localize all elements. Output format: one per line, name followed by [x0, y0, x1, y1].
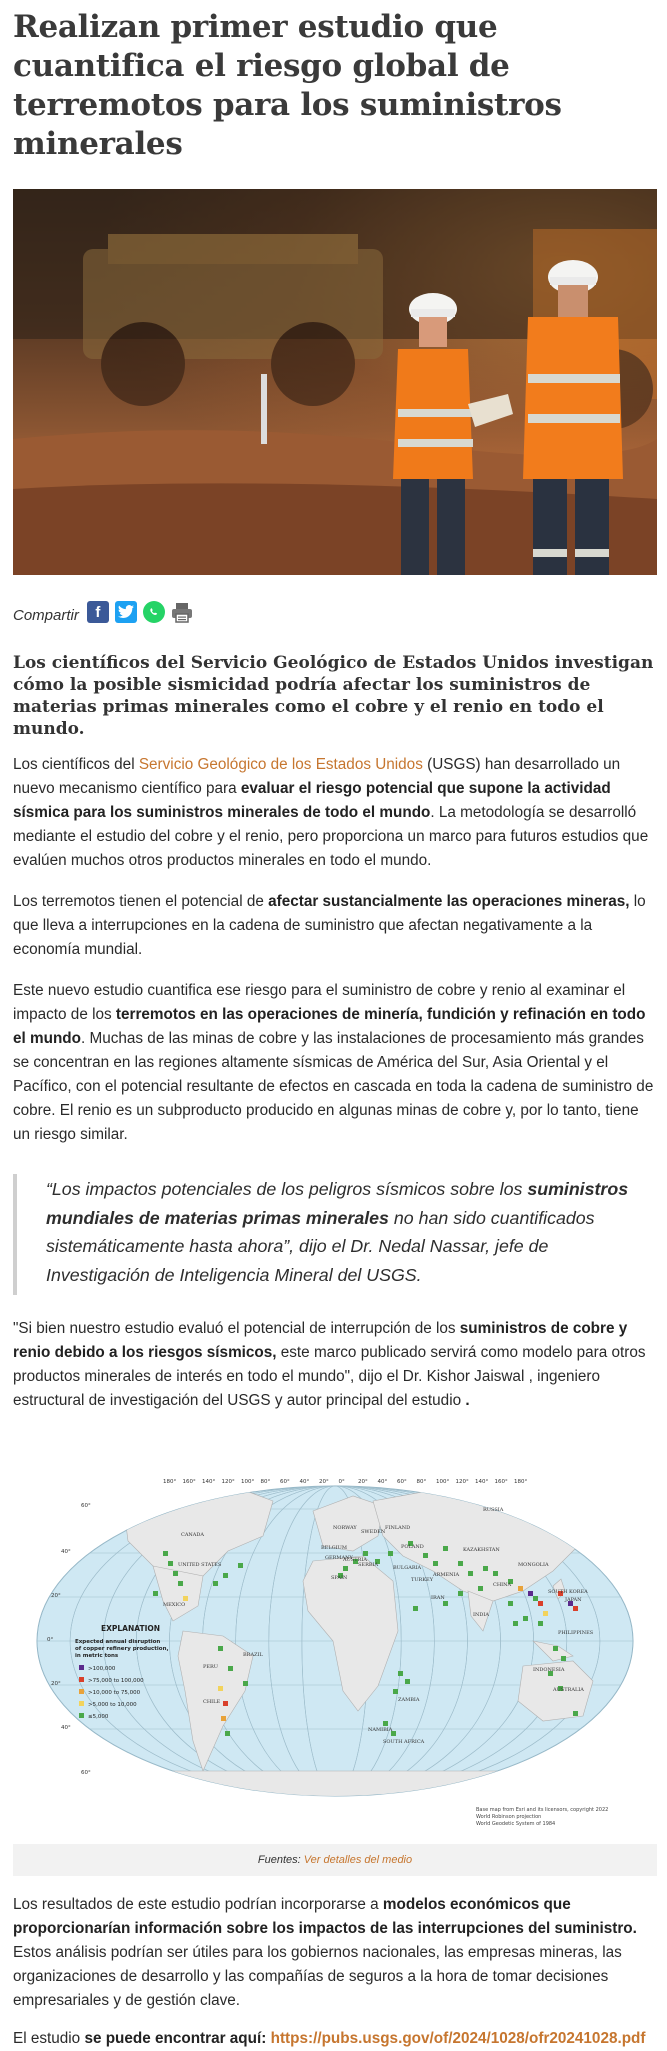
legend-item-label: >100,000: [88, 1666, 116, 1673]
country-label: UNITED STATES: [178, 1562, 222, 1569]
legend-subtitle-3: in metric tons: [75, 1653, 119, 1660]
whatsapp-icon[interactable]: [143, 601, 165, 623]
mine-marker: [423, 1553, 428, 1558]
legend-item-label: >5,000 to 10,000: [88, 1702, 137, 1709]
country-label: INDONESIA: [533, 1667, 565, 1674]
longitude-label: 0°: [338, 1479, 345, 1486]
latitude-label: 20°: [51, 1593, 61, 1600]
mine-marker: [183, 1596, 188, 1601]
country-label: CHINA: [493, 1582, 512, 1589]
country-label: SOUTH KOREA: [548, 1589, 588, 1596]
country-label: BRAZIL: [243, 1652, 263, 1659]
longitude-label: 160°: [182, 1479, 196, 1486]
blockquote: [13, 1174, 657, 1295]
mine-marker: [508, 1601, 513, 1606]
country-label: MONGOLIA: [518, 1562, 549, 1569]
mine-marker: [528, 1591, 533, 1596]
legend-title: EXPLANATION: [101, 1624, 161, 1634]
mine-marker: [413, 1606, 418, 1611]
country-label: AUSTRALIA: [553, 1687, 584, 1694]
country-label: CHILE: [203, 1699, 221, 1706]
paragraph-3: Este nuevo estudio cuantifica ese riesgo para el suministro de cobre y renio al examinar el impacto de los terremotos en las operaciones de minería, fundición y refinación en todo el mundo. Muchas de las minas de cobre y las instalaciones de procesamiento más grandes se concentran en las regiones altamente sísmicas de América del Sur, Asia Oriental y el Pacífico, con el potencial resultante de efectos en cascada en toda la cadena de suministro de cobre. El renio es un subproducto producido en algunas minas de cobre y, por lo tanto, tiene un riesgo similar.: [13, 982, 654, 1143]
mine-marker: [243, 1681, 248, 1686]
mine-marker: [218, 1686, 223, 1691]
figure-caption: [13, 1844, 657, 1876]
longitude-label: 40°: [377, 1479, 388, 1486]
mine-marker: [538, 1621, 543, 1626]
mine-marker: [343, 1566, 348, 1571]
map-credit-2: World Robinson projection: [476, 1814, 542, 1821]
legend-subtitle-2: of copper refinery production,: [75, 1646, 169, 1653]
share-bar: [13, 599, 657, 625]
country-label: ZAMBIA: [398, 1697, 420, 1704]
longitude-label: 20°: [358, 1479, 368, 1486]
mine-marker: [393, 1689, 398, 1694]
country-label: RUSSIA: [483, 1507, 504, 1514]
paragraph-2: Los terremotos tienen el potencial de afectar sustancialmente las operaciones mineras, lo que lleva a interrupciones en la cadena de suministro que afectan negativamente a la economía mundial.: [13, 893, 646, 958]
longitude-label: 120°: [455, 1479, 469, 1486]
country-label: TURKEY: [411, 1577, 433, 1584]
country-label: SOUTH AFRICA: [383, 1739, 425, 1746]
longitude-label: 80°: [260, 1479, 271, 1486]
latitude-label: 60°: [81, 1770, 91, 1777]
map-credit-1: Base map from Esri and its licensors, copyright 2022: [476, 1807, 609, 1814]
mine-marker: [538, 1601, 543, 1606]
latitude-label: 60°: [81, 1503, 91, 1510]
caption-label: Fuentes:: [257, 1854, 301, 1867]
world-map: [13, 1441, 657, 1836]
mine-marker: [443, 1601, 448, 1606]
mine-marker: [218, 1646, 223, 1651]
country-label: SERBIA: [358, 1562, 379, 1569]
latitude-label: 20°: [51, 1681, 61, 1688]
country-label: FINLAND: [385, 1525, 411, 1532]
mine-marker: [223, 1573, 228, 1578]
mine-marker: [223, 1701, 228, 1706]
mine-marker: [458, 1561, 463, 1566]
country-label: SWEDEN: [361, 1529, 386, 1536]
article: [13, 0, 657, 2051]
map-credit-3: World Geodetic System of 1984: [476, 1821, 556, 1828]
mining-workers-illustration: [13, 189, 657, 575]
mine-marker: [178, 1581, 183, 1586]
longitude-label: 80°: [416, 1479, 427, 1486]
longitude-label: 100°: [436, 1479, 450, 1486]
legend-item-label: >10,000 to 75,000: [88, 1690, 141, 1697]
country-label: POLAND: [401, 1544, 424, 1551]
quote-text: “Los impactos potenciales de los peligros sísmicos sobre los suministros mundiales de materias primas minerales no han sido cuantificados sistemáticamente hasta ahora”, dijo el Dr. Nedal Nassar, jefe de Investigación de Inteligencia Mineral del USGS.: [46, 1179, 629, 1285]
mine-marker: [228, 1666, 233, 1671]
mine-marker: [398, 1671, 403, 1676]
mine-marker: [573, 1606, 578, 1611]
paragraph-5: Los resultados de este estudio podrían incorporarse a modelos económicos que proporcionarían información sobre los impactos de las interrupciones del suministro. Estos análisis podrían ser útiles para los gobiernos nacionales, las empresas mineras, las organizaciones de desarrollo y las compañías de seguros a la hora de tomar decisiones empresariales y de gestión clave.: [13, 1896, 637, 2010]
paragraph-1: Los científicos del Servicio Geológico de los Estados Unidos (USGS) han desarrollado un nuevo mecanismo científico para evaluar el riesgo potencial que supone la actividad sísmica para los suministros minerales de todo el mundo. La metodología se desarrolló mediante el estudio del cobre y el renio, pero proporciona un marco para futuros estudios que evalúen muchos otros productos minerales en todo el mundo.: [13, 756, 649, 869]
mine-marker: [513, 1621, 518, 1626]
legend-swatch: [79, 1713, 84, 1718]
mine-marker: [168, 1561, 173, 1566]
mine-marker: [388, 1551, 393, 1556]
twitter-icon[interactable]: [115, 601, 137, 623]
hero-image: [13, 189, 657, 575]
legend-subtitle-1: Expected annual disruption: [75, 1639, 161, 1646]
study-pdf-link[interactable]: https://pubs.usgs.gov/of/2024/1028/ofr20241028.pdf: [270, 2030, 646, 2048]
mine-marker: [225, 1731, 230, 1736]
mine-marker: [523, 1616, 528, 1621]
longitude-label: 20°: [319, 1479, 329, 1486]
mine-marker: [163, 1551, 168, 1556]
longitude-label: 180°: [163, 1479, 177, 1486]
country-label: NAMIBIA: [368, 1727, 393, 1734]
paragraph-6: El estudio se puede encontrar aquí: https://pubs.usgs.gov/of/2024/1028/ofr20241028.pdf: [13, 2030, 646, 2048]
mine-marker: [153, 1591, 158, 1596]
country-label: GERMANY: [325, 1555, 353, 1562]
mine-marker: [238, 1563, 243, 1568]
usgs-link[interactable]: Servicio Geológico de los Estados Unidos: [138, 756, 423, 773]
legend-swatch: [79, 1689, 84, 1694]
country-label: CANADA: [181, 1532, 205, 1539]
mine-marker: [553, 1646, 558, 1651]
mine-marker: [433, 1561, 438, 1566]
longitude-label: 160°: [494, 1479, 508, 1486]
longitude-label: 140°: [202, 1479, 216, 1486]
legend-item-label: >75,000 to 100,000: [88, 1678, 144, 1685]
longitude-label: 180°: [514, 1479, 528, 1486]
mine-marker: [468, 1571, 473, 1576]
paragraph-4: "Si bien nuestro estudio evaluó el potencial de interrupción de los suministros de cobre y renio debido a los riesgos sísmicos, este marco publicado servirá como modelo para otros productos minerales de interés en todo el mundo", dijo el Dr. Kishor Jaiswal , ingeniero estructural de investigación del USGS y autor principal del estudio .: [13, 1320, 646, 1410]
latitude-label: 40°: [61, 1725, 71, 1732]
latitude-label: 0°: [47, 1637, 54, 1644]
legend-item-label: ≤5,000: [88, 1714, 109, 1721]
mine-marker: [173, 1571, 178, 1576]
print-icon[interactable]: [171, 601, 193, 623]
country-label: PHILIPPINES: [558, 1630, 594, 1637]
world-map-figure: [13, 1441, 657, 1836]
longitude-label: 60°: [280, 1479, 290, 1486]
legend-swatch: [79, 1701, 84, 1706]
mine-marker: [213, 1581, 218, 1586]
longitude-label: 100°: [241, 1479, 255, 1486]
country-label: PERU: [203, 1664, 218, 1671]
article-title: Realizan primer estudio que cuantifica el riesgo global de terremotos para los suministros minerales: [13, 9, 562, 162]
mine-marker: [443, 1546, 448, 1551]
country-label: IRAN: [431, 1595, 445, 1602]
country-label: BELGIUM: [321, 1545, 347, 1552]
share-label: Compartir: [13, 606, 79, 624]
longitude-label: 40°: [299, 1479, 310, 1486]
mine-marker: [533, 1596, 538, 1601]
country-label: NORWAY: [333, 1525, 357, 1532]
country-label: AUSTRIA: [343, 1557, 367, 1564]
country-label: ARMENIA: [433, 1572, 460, 1579]
country-label: JAPAN: [565, 1597, 582, 1604]
mine-marker: [383, 1721, 388, 1726]
country-label: BULGARIA: [393, 1565, 422, 1572]
legend-swatch: [79, 1665, 84, 1670]
mine-marker: [478, 1586, 483, 1591]
legend-swatch: [79, 1677, 84, 1682]
country-label: MEXICO: [163, 1602, 186, 1609]
mine-marker: [561, 1656, 566, 1661]
mine-marker: [363, 1551, 368, 1556]
mine-marker: [573, 1711, 578, 1716]
longitude-label: 60°: [397, 1479, 407, 1486]
article-lead: Los científicos del Servicio Geológico de Estados Unidos investigan cómo la posible sismicidad podría afectar los suministros de materias primas minerales como el cobre y el renio en todo el mundo.: [13, 653, 654, 739]
media-details-link[interactable]: Ver detalles del medio: [303, 1854, 413, 1867]
mine-marker: [221, 1716, 226, 1721]
mine-marker: [543, 1611, 548, 1616]
facebook-icon[interactable]: f: [87, 601, 109, 623]
mine-marker: [493, 1571, 498, 1576]
country-label: INDIA: [473, 1612, 489, 1619]
longitude-label: 140°: [475, 1479, 489, 1486]
latitude-label: 40°: [61, 1549, 71, 1556]
longitude-label: 120°: [221, 1479, 235, 1486]
mine-marker: [518, 1586, 523, 1591]
mine-marker: [458, 1591, 463, 1596]
country-label: SPAIN: [331, 1575, 348, 1582]
mine-marker: [405, 1679, 410, 1684]
mine-marker: [483, 1566, 488, 1571]
country-label: KAZAKHSTAN: [463, 1547, 500, 1554]
